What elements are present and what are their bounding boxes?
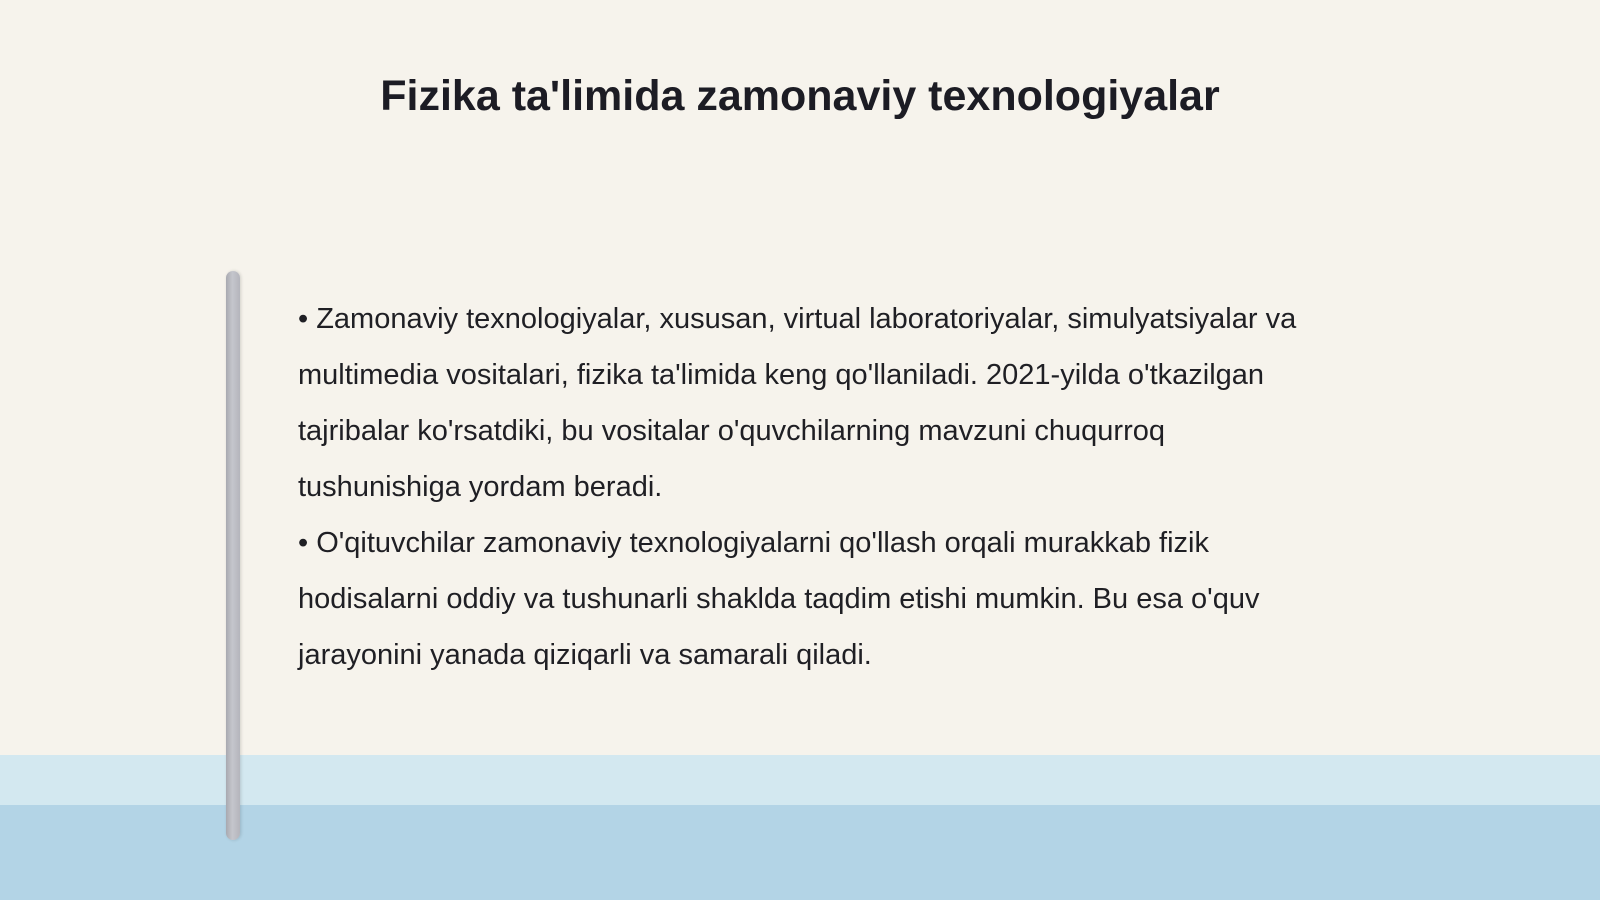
bullet-item-2: • O'qituvchilar zamonaviy texnologiyalarni qo'llash orqali murakkab fizik hodisalarni oddiy va tushunarli shaklda taqdim etishi mumkin. Bu esa o'quv jarayonini yanada qiziqarli va samarali qiladi. [298, 527, 1260, 671]
bottom-band-light [0, 755, 1600, 807]
slide-title: Fizika ta'limida zamonaviy texnologiyalar [380, 72, 1220, 120]
vertical-accent-bar [226, 271, 240, 840]
bullet-item-1: • Zamonaviy texnologiyalar, xususan, virtual laboratoriyalar, simulyatsiyalar va multimedia vositalari, fizika ta'limida keng qo'llaniladi. 2021-yilda o'tkazilgan tajribalar ko'rsatdiki, bu vositalar o'quvchilarning mavzuni chuqurroq tushunishiga yordam beradi. [298, 303, 1297, 503]
bottom-band-dark [0, 805, 1600, 900]
slide-body [298, 291, 1318, 683]
